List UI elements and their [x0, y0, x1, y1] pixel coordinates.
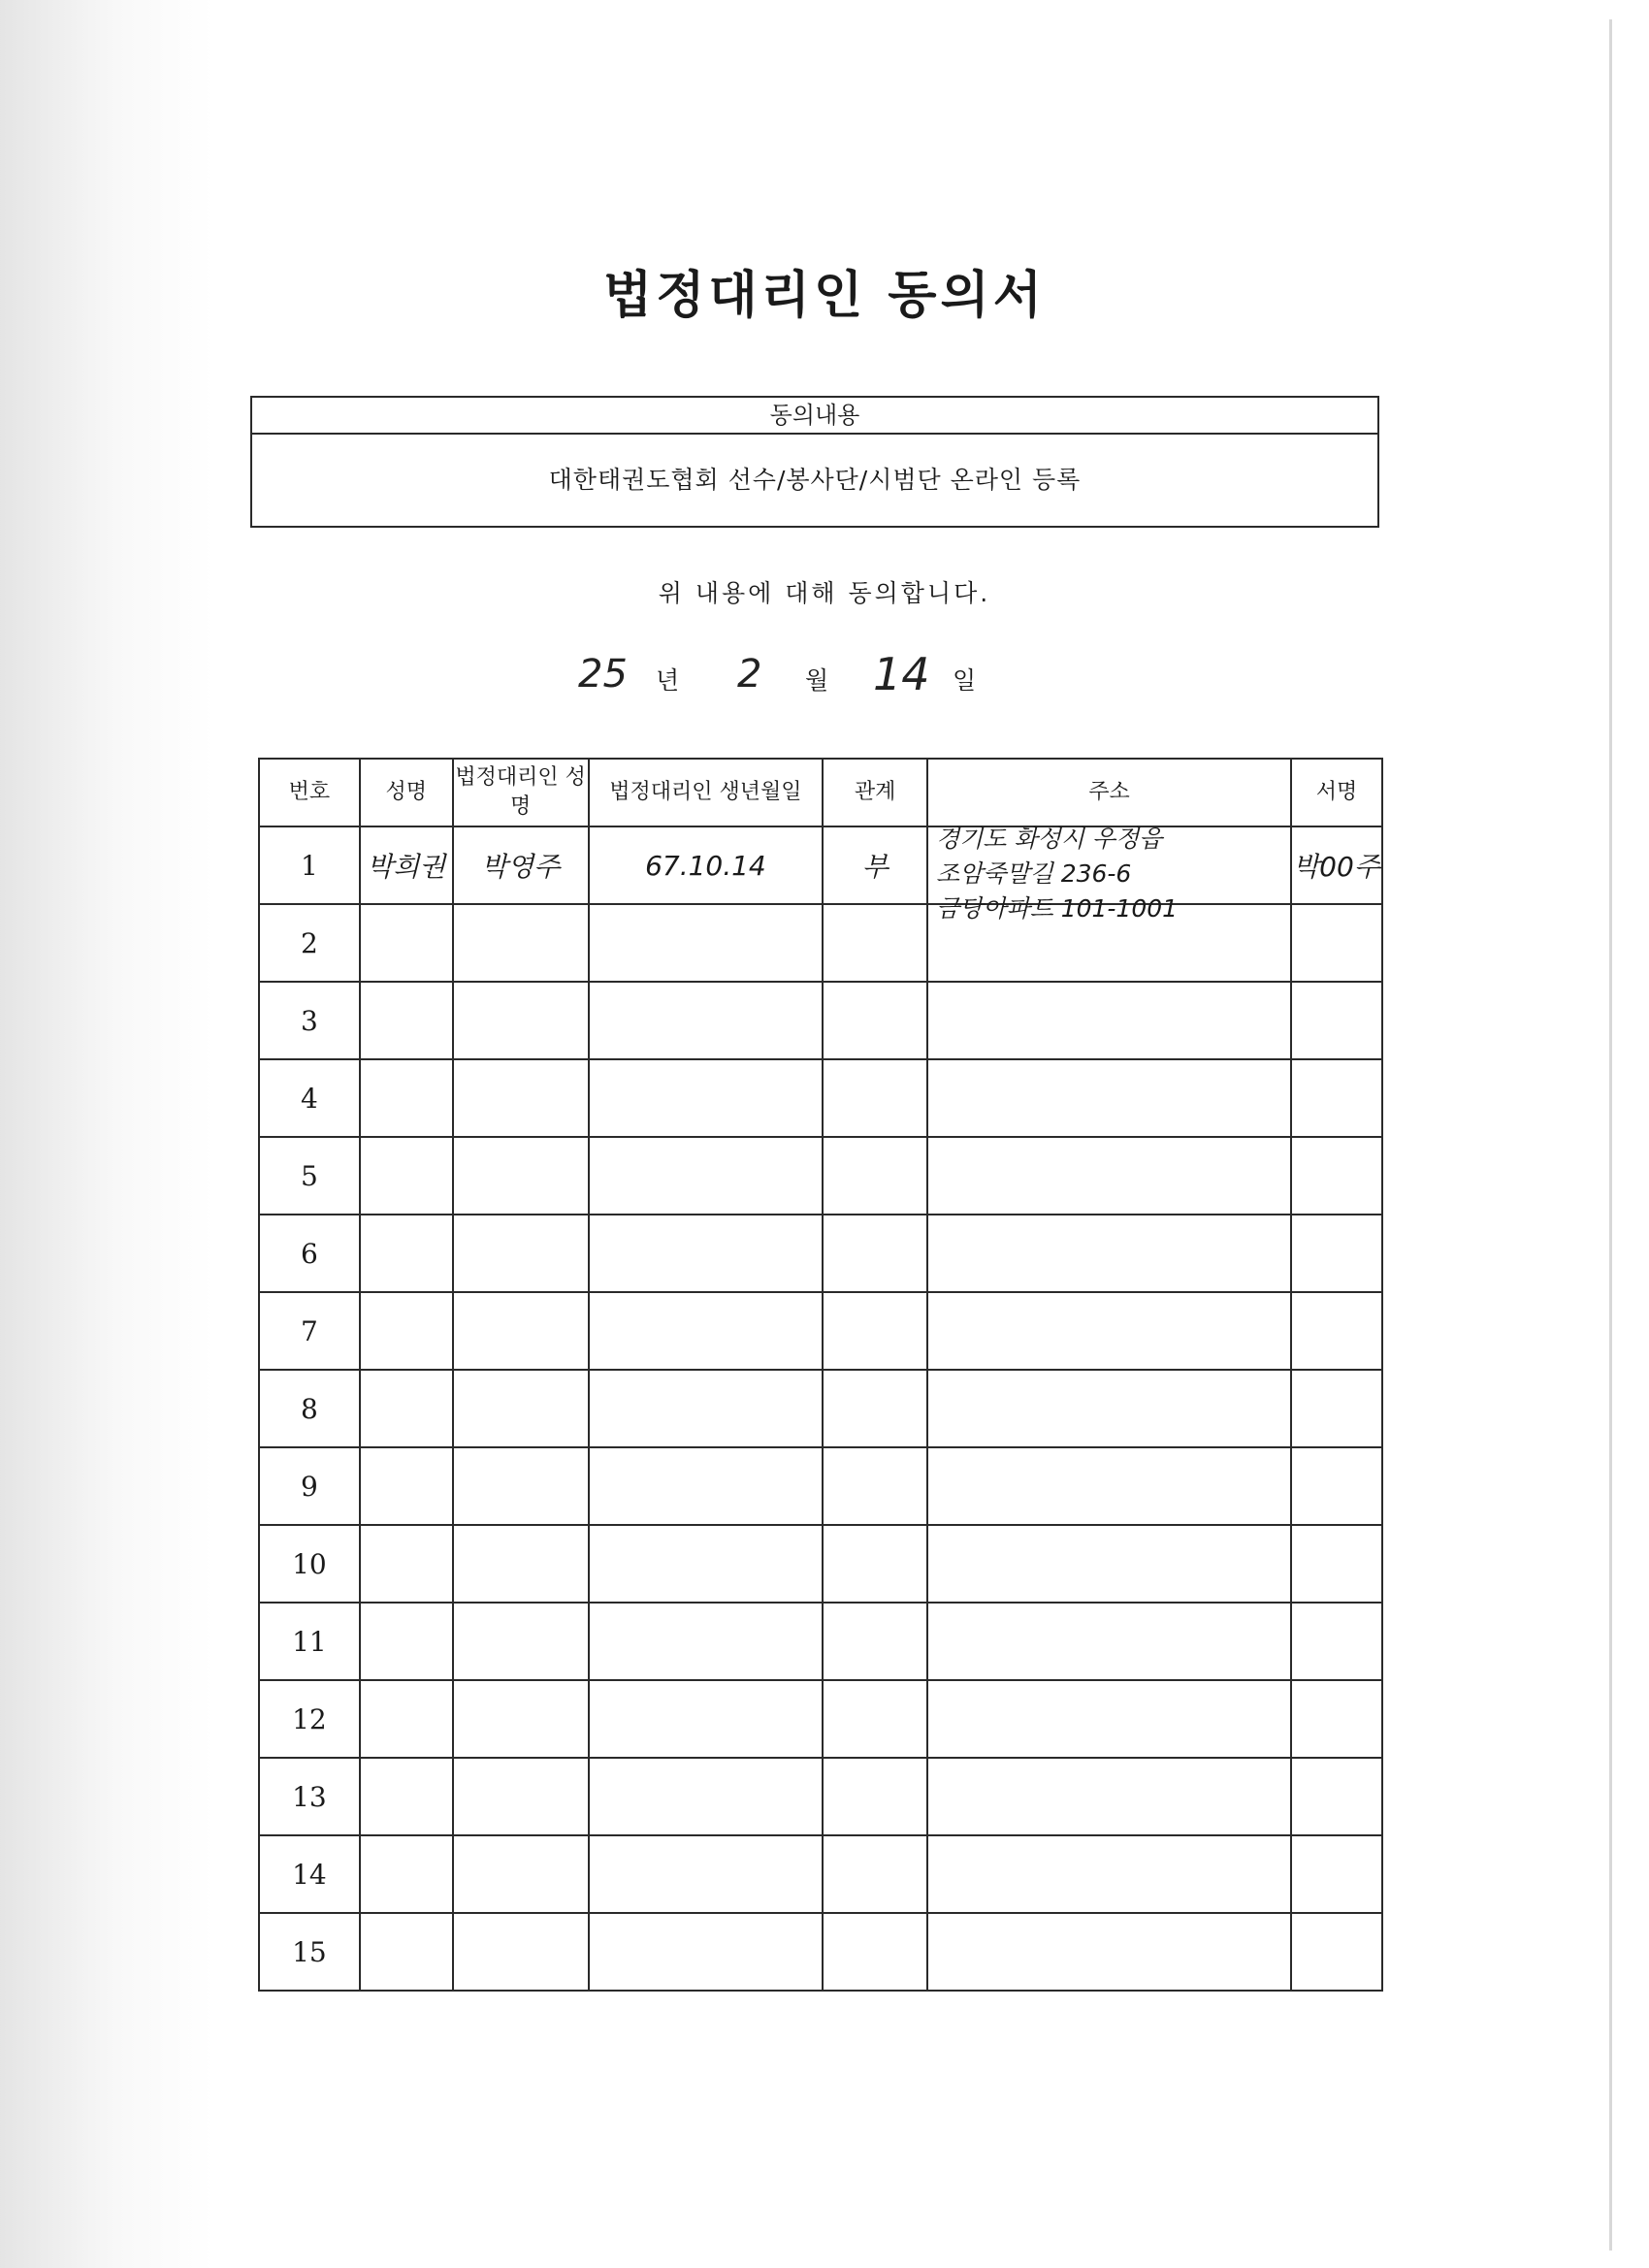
- signature: [1291, 982, 1382, 1059]
- col-header-name: 성명: [360, 759, 453, 826]
- guardian-name: [453, 1835, 589, 1913]
- guardian-name: [453, 1758, 589, 1835]
- guardian-birthdate: [589, 1370, 824, 1447]
- relation: [823, 1680, 927, 1758]
- date-line: [572, 648, 1077, 706]
- row-number: 3: [259, 982, 360, 1059]
- scan-edge: [1609, 19, 1612, 2251]
- guardian-birthdate: [589, 1835, 824, 1913]
- table-row: [259, 1370, 1382, 1447]
- relation: [823, 1370, 927, 1447]
- guardian-birthdate: 67.10.14: [589, 826, 824, 904]
- signature: [1291, 1137, 1382, 1215]
- row-number: 2: [259, 904, 360, 982]
- address: [927, 1137, 1291, 1215]
- guardian-name: [453, 904, 589, 982]
- table-row: [259, 982, 1382, 1059]
- date-month: 2: [737, 652, 762, 697]
- relation: 부: [823, 826, 927, 904]
- guardian-name: [453, 1059, 589, 1137]
- relation: [823, 1215, 927, 1292]
- guardian-birthdate: [589, 1758, 824, 1835]
- row-number: 5: [259, 1137, 360, 1215]
- row-number: 4: [259, 1059, 360, 1137]
- address: [927, 1835, 1291, 1913]
- address-line: 조암죽말길 236-6: [936, 859, 1132, 888]
- consent-content: 대한태권도협회 선수/봉사단/시범단 온라인 등록: [548, 466, 1082, 494]
- address: [927, 1603, 1291, 1680]
- guardian-name: [453, 1215, 589, 1292]
- student-name: 박희권: [360, 826, 453, 904]
- row-number: 1: [259, 826, 360, 904]
- signature: [1291, 1215, 1382, 1292]
- date-day-label: 일: [953, 666, 977, 695]
- relation: [823, 1292, 927, 1370]
- signature: [1291, 1835, 1382, 1913]
- address: [927, 904, 1291, 982]
- table-row: [259, 904, 1382, 982]
- consent-header: 동의내용: [252, 398, 1377, 435]
- guardian-name: [453, 1913, 589, 1991]
- relation: [823, 1137, 927, 1215]
- table-row: [259, 1913, 1382, 1991]
- row-number: 8: [259, 1370, 360, 1447]
- address: [927, 825, 1291, 923]
- table-row: [259, 1680, 1382, 1758]
- table-row: [259, 1215, 1382, 1292]
- guardian-name: [453, 1370, 589, 1447]
- signature: [1291, 1913, 1382, 1991]
- table-row: [259, 1835, 1382, 1913]
- guardian-name: [453, 982, 589, 1059]
- address: [927, 1370, 1291, 1447]
- row-number: 13: [259, 1758, 360, 1835]
- guardian-name: [453, 1447, 589, 1525]
- signature: [1291, 1680, 1382, 1758]
- address: [927, 1059, 1291, 1137]
- table-row: [259, 1758, 1382, 1835]
- signature: [1291, 1447, 1382, 1525]
- guardian-table: [258, 758, 1383, 1992]
- student-name: [360, 1215, 453, 1292]
- table-row: [259, 1525, 1382, 1603]
- guardian-birthdate: [589, 1525, 824, 1603]
- student-name: [360, 1913, 453, 1991]
- guardian-name: [453, 1137, 589, 1215]
- guardian-birthdate: [589, 1913, 824, 1991]
- signature: [1291, 1525, 1382, 1603]
- row-number: 9: [259, 1447, 360, 1525]
- signature: [1291, 1603, 1382, 1680]
- relation: [823, 1913, 927, 1991]
- student-name: [360, 1603, 453, 1680]
- guardian-birthdate: [589, 1059, 824, 1137]
- table-row: [259, 1137, 1382, 1215]
- row-number: 7: [259, 1292, 360, 1370]
- signature: [1291, 1059, 1382, 1137]
- guardian-birthdate: [589, 1215, 824, 1292]
- date-day: 14: [873, 648, 930, 700]
- signature: [1291, 1370, 1382, 1447]
- col-header-signature: 서명: [1291, 759, 1382, 826]
- relation: [823, 1059, 927, 1137]
- address: [927, 982, 1291, 1059]
- relation: [823, 1758, 927, 1835]
- address: [927, 1758, 1291, 1835]
- table-row: [259, 1447, 1382, 1525]
- guardian-birthdate: [589, 1603, 824, 1680]
- student-name: [360, 1370, 453, 1447]
- guardian-name: 박영주: [453, 826, 589, 904]
- student-name: [360, 1758, 453, 1835]
- address: [927, 1913, 1291, 1991]
- row-number: 10: [259, 1525, 360, 1603]
- address: [927, 1525, 1291, 1603]
- guardian-name: [453, 1603, 589, 1680]
- date-year-label: 년: [656, 666, 680, 695]
- col-header-guardian-name: 법정대리인 성명: [453, 759, 589, 826]
- guardian-birthdate: [589, 1292, 824, 1370]
- relation: [823, 1835, 927, 1913]
- relation: [823, 1447, 927, 1525]
- relation: [823, 904, 927, 982]
- student-name: [360, 1680, 453, 1758]
- student-name: [360, 1292, 453, 1370]
- row-number: 12: [259, 1680, 360, 1758]
- address-line: 금당아파트 101-1001: [936, 894, 1179, 923]
- col-header-guardian-birth: 법정대리인 생년월일: [589, 759, 824, 826]
- relation: [823, 1525, 927, 1603]
- guardian-name: [453, 1680, 589, 1758]
- row-number: 15: [259, 1913, 360, 1991]
- student-name: [360, 904, 453, 982]
- col-header-address: 주소: [927, 759, 1291, 826]
- student-name: [360, 1059, 453, 1137]
- row-number: 6: [259, 1215, 360, 1292]
- signature: [1291, 904, 1382, 982]
- page-title: 법정대리인 동의서: [603, 267, 1046, 325]
- table-row: [259, 1292, 1382, 1370]
- relation: [823, 1603, 927, 1680]
- guardian-birthdate: [589, 982, 824, 1059]
- date-year: 25: [578, 652, 628, 697]
- date-month-label: 월: [805, 666, 829, 695]
- table-row: [259, 1603, 1382, 1680]
- table-row: [259, 1059, 1382, 1137]
- address: [927, 1680, 1291, 1758]
- address: [927, 1215, 1291, 1292]
- guardian-birthdate: [589, 904, 824, 982]
- address: [927, 1292, 1291, 1370]
- table-header-row: [259, 759, 1382, 826]
- relation: [823, 982, 927, 1059]
- address-line: 경기도 화성시 우정읍: [936, 825, 1163, 853]
- student-name: [360, 1525, 453, 1603]
- student-name: [360, 1137, 453, 1215]
- col-header-number: 번호: [259, 759, 360, 826]
- student-name: [360, 1447, 453, 1525]
- scan-shadow: [0, 0, 213, 2268]
- col-header-relation: 관계: [823, 759, 927, 826]
- address: [927, 1447, 1291, 1525]
- student-name: [360, 1835, 453, 1913]
- signature: 박00주: [1291, 826, 1382, 904]
- consent-box: [250, 396, 1379, 528]
- table-row: [259, 826, 1382, 904]
- agree-statement: 위 내용에 대해 동의합니다.: [658, 579, 991, 607]
- row-number: 14: [259, 1835, 360, 1913]
- guardian-name: [453, 1292, 589, 1370]
- guardian-name: [453, 1525, 589, 1603]
- guardian-birthdate: [589, 1137, 824, 1215]
- signature: [1291, 1758, 1382, 1835]
- signature: [1291, 1292, 1382, 1370]
- guardian-birthdate: [589, 1447, 824, 1525]
- row-number: 11: [259, 1603, 360, 1680]
- guardian-birthdate: [589, 1680, 824, 1758]
- student-name: [360, 982, 453, 1059]
